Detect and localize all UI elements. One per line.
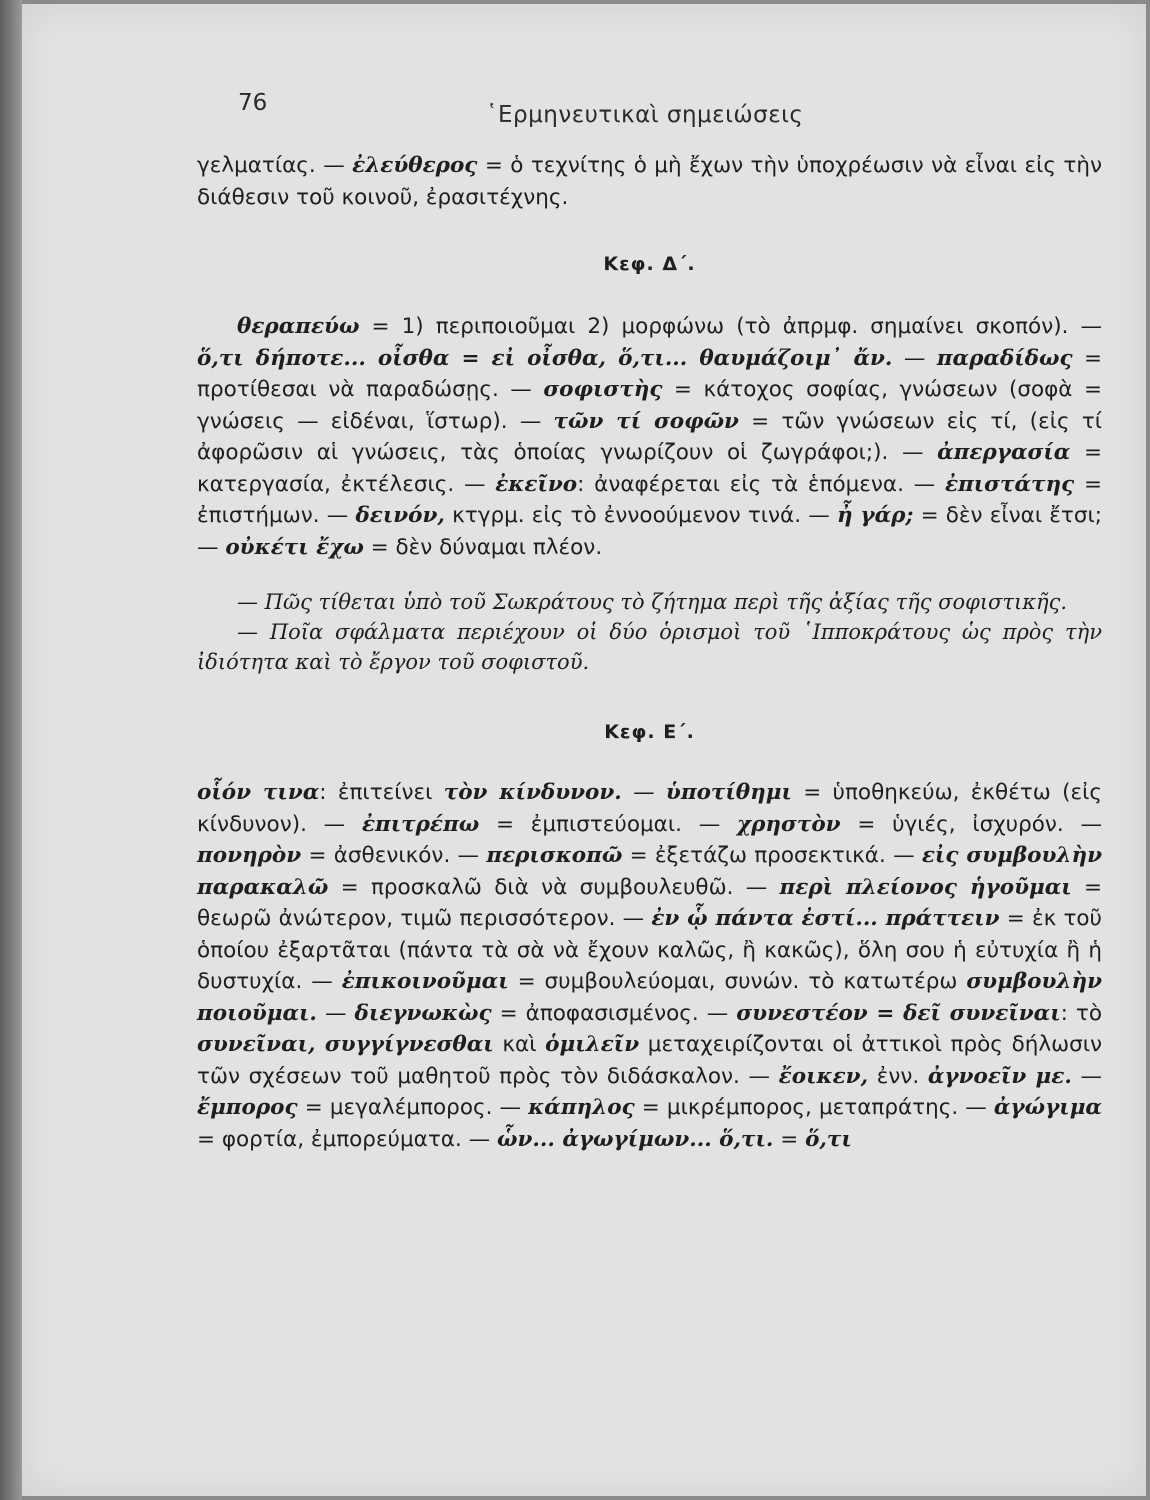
definition-text: = ἐπιστήμων. — (197, 471, 1102, 528)
definition-text: — (1071, 1063, 1102, 1089)
definition-text: = τῶν γνώσεων εἰς τί, (εἰς τί ἀφορῶσιν αἱ γνώσεις, τὰς ὁποίας γνωρίζουν οἱ ζωγράφοι;). — (197, 408, 1102, 465)
chapter-d-heading: Κεφ. Δ΄. (603, 253, 696, 275)
glossary-term: συμβουλὴν ποιοῦμαι. (197, 969, 1102, 1026)
definition-text: : ἀναφέρεται εἰς τὰ ἑπόμενα. — (577, 471, 945, 497)
definition-text: = μικρέμπορος, μεταπράτης. — (634, 1095, 994, 1120)
definition-text: = ἐξετάζω προσεκτικά. — (622, 843, 922, 868)
glossary-term: ὧν... ἀγωγίμων... ὅ,τι. (496, 1126, 774, 1152)
page-header (238, 90, 838, 130)
definition-text: = (773, 1126, 806, 1152)
definition-text: = ἐκ τοῦ ὁποίου ἐξαρτᾶται (πάντα τὰ σὰ νὰ ἔχουν καλῶς, ἢ κακῶς), ὅλη σου ἡ εὐτυχία ἢ ἡ δυστυχία. — (197, 906, 1102, 994)
chapter-d-paragraph (197, 311, 1102, 563)
glossary-term: παραδίδως (936, 345, 1073, 371)
question-1: — Πῶς τίθεται ὑπὸ τοῦ Σωκράτους τὸ ζήτημα περὶ τῆς ἀξίας τῆς σοφιστικῆς. (237, 590, 1068, 614)
glossary-term: δεινόν, (355, 503, 445, 528)
definition-text: = φορτία, ἐμπορεύματα. — (197, 1126, 497, 1152)
glossary-term: συνεστέον = δεῖ συνεῖναι (736, 1000, 1061, 1026)
glossary-term: ὑποτίθημι (665, 780, 792, 805)
glossary-term: εἰς συμβουλὴν παρακαλῶ (197, 843, 1102, 900)
definition-text: = ἐμπιστεύομαι. — (479, 811, 737, 837)
glossary-term: τῶν τί σοφῶν (553, 408, 739, 434)
glossary-term: συνεῖναι, συγγίγνεσθαι (197, 1032, 494, 1057)
glossary-term: οἷόν τινα (197, 780, 320, 805)
definition-text: = ἀσθενικόν. — (301, 843, 487, 868)
page-number: 76 (238, 90, 268, 116)
glossary-term: ὅ,τι δήποτε... οἶσθα = εἰ οἶσθα, ὅ,τι... θαυμάζοιμ᾽ ἄν. (197, 345, 893, 371)
definition-text: ἐνν. (868, 1063, 928, 1089)
definition-text: = δὲν εἶναι ἔτσι; — (197, 503, 1102, 560)
glossary-term: ἐπιτρέπω (361, 811, 480, 837)
definition-text: γελματίας. — (197, 153, 353, 178)
glossary-term: ἔοικεν, (778, 1063, 869, 1089)
glossary-term: περισκοπῶ (486, 843, 623, 868)
glossary-term: κάπηλος (528, 1095, 635, 1120)
glossary-term: σοφιστὴς (543, 377, 663, 402)
glossary-term: διεγνωκὼς (354, 1000, 492, 1026)
definition-text: = κατεργασία, ἐκτέλεσις. — (197, 440, 1102, 497)
glossary-term: ἔμπορος (197, 1095, 298, 1120)
definition-text: = θεωρῶ ἀνώτερον, τιμῶ περισσότερον. — (197, 874, 1102, 931)
definition-text: κτγρμ. εἰς τὸ ἐννοούμενον τινά. — (444, 503, 837, 528)
glossary-term: ἐπικοινοῦμαι (341, 969, 509, 994)
glossary-term: πονηρὸν (197, 843, 302, 868)
glossary-term: ἦ γάρ; (836, 503, 914, 528)
page-edge-shadow (0, 0, 22, 1500)
definition-text: = ὑγιές, ἰσχυρόν. — (840, 811, 1102, 837)
glossary-term: ἀγνοεῖν με. (927, 1063, 1072, 1089)
chapter-e-heading: Κεφ. Ε΄. (604, 721, 695, 743)
page-body (197, 150, 1102, 1155)
definition-text: = ὁ τεχνίτης ὁ μὴ ἔχων τὴν ὑποχρέωσιν νὰ εἶναι εἰς τὴν διάθεσιν τοῦ κοινοῦ, ἐρασιτέχνης. (197, 153, 1102, 210)
glossary-term: χρηστὸν (736, 811, 841, 837)
review-questions (197, 587, 1102, 677)
definition-text: — (316, 1000, 355, 1026)
definition-text: = προτίθεσαι νὰ παραδώσῃς. — (197, 345, 1103, 402)
definition-text: μεταχειρίζονται οἱ ἀττικοὶ πρὸς δήλωσιν τῶν σχέσεων τοῦ μαθητοῦ πρὸς τὸν διδάσκαλον. — (197, 1032, 1102, 1089)
glossary-term: θεραπεύω (237, 314, 360, 339)
intro-paragraph (197, 150, 1102, 213)
glossary-term: τὸν κίνδυνον. (443, 780, 622, 805)
glossary-term: ἐν ᾧ πάντα ἐστί... πράττειν (651, 906, 1000, 931)
definition-text: : τὸ (1060, 1000, 1102, 1026)
glossary-term: ὁμιλεῖν (545, 1032, 640, 1057)
glossary-term: ἐλεύθερος (352, 153, 478, 178)
glossary-term: ἀπεργασία (937, 440, 1071, 465)
definition-text: = κάτοχος σοφίας, γνώσεων (σοφὰ = γνώσεις — εἰδέναι, ἵστωρ). — (197, 377, 1102, 434)
glossary-term: ἐπιστάτης (944, 471, 1075, 497)
definition-text: = συμβουλεύομαι, συνών. τὸ κατωτέρω (508, 969, 967, 994)
question-2: — Ποῖα σφάλματα περιέχουν οἱ δύο ὁρισμοὶ τοῦ ῾Ιπποκράτους ὡς πρὸς τὴν ἰδιότητα καὶ τὸ ἔργον τοῦ σοφιστοῦ. (197, 620, 1102, 674)
definition-text: — (892, 345, 937, 371)
glossary-term: περὶ πλείονος ἡγοῦμαι (779, 874, 1072, 900)
definition-text: = μεγαλέμπορος. — (297, 1095, 529, 1120)
glossary-term: ἀγώγιμα (993, 1095, 1102, 1120)
glossary-term: οὐκέτι ἔχω (225, 534, 364, 560)
definition-text: = προσκαλῶ διὰ νὰ συμβουλευθῶ. — (328, 874, 780, 900)
glossary-term: ἐκεῖνο (495, 471, 578, 497)
running-title: ῾Ερμηνευτικαὶ σημειώσεις (486, 102, 804, 128)
definition-text: : ἐπιτείνει (319, 780, 444, 805)
definition-text: = 1) περιποιοῦμαι 2) μορφώνω (τὸ ἀπρμφ. σημαίνει σκοπόν). — (359, 314, 1102, 339)
glossary-term: ὅ,τι (805, 1126, 852, 1152)
definition-text: = ἀποφασισμένος. — (491, 1000, 737, 1026)
definition-text: = δὲν δύναμαι πλέον. (363, 534, 603, 560)
definition-text: — (621, 780, 666, 805)
definition-text: = ὑποθηκεύω, ἐκθέτω (εἰς κίνδυνον). — (197, 780, 1102, 837)
chapter-e-paragraph (197, 777, 1102, 1155)
definition-text: καὶ (493, 1032, 546, 1057)
